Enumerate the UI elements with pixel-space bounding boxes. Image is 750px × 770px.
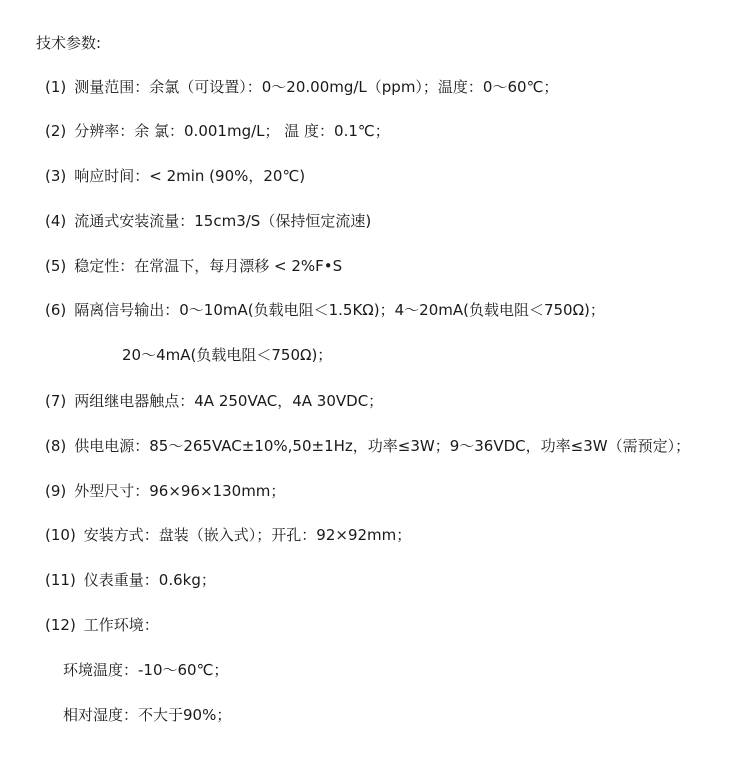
item-number: (5): [45, 257, 67, 275]
spec-item-relay-contacts: [45, 390, 383, 412]
item-text: 稳定性：在常温下，每月漂移 < 2%F•S: [74, 257, 343, 275]
item-text: 安装方式：盘装（嵌入式）；开孔：92×92mm；: [83, 526, 412, 544]
item-text: 工作环境：: [83, 616, 159, 634]
spec-item-power-supply: [45, 435, 690, 457]
spec-item-resolution: [45, 120, 390, 142]
spec-item-dimensions: [45, 480, 285, 502]
item-text: 流通式安装流量：15cm3/S（保持恒定流速): [74, 212, 372, 230]
item-number: (1): [45, 78, 67, 96]
item-text: 外型尺寸：96×96×130mm；: [74, 482, 286, 500]
spec-item-flow-rate: [45, 210, 371, 232]
env-temperature: 环境温度：-10～60℃；: [63, 661, 229, 679]
spec-item-signal-output-continuation: 20～4mA(负载电阻＜750Ω)；: [122, 346, 333, 364]
item-text: 仪表重量：0.6kg；: [83, 571, 216, 589]
item-number: (6): [45, 301, 67, 319]
item-text: 隔离信号输出：0～10mA(负载电阻＜1.5KΩ)；4～20mA(负载电阻＜750Ω)；: [74, 301, 605, 319]
spec-item-response-time: [45, 165, 305, 187]
item-text: 两组继电器触点：4A 250VAC，4A 30VDC；: [74, 392, 384, 410]
spec-item-stability: [45, 255, 342, 277]
item-number: (3): [45, 167, 67, 185]
item-text: 供电电源：85～265VAC±10%,50±1Hz，功率≤3W；9～36VDC，功率≤3W（需预定）；: [74, 437, 691, 455]
item-number: (4): [45, 212, 67, 230]
item-text: 分辨率：余 氯：0.001mg/L； 温 度：0.1℃；: [74, 122, 390, 140]
item-number: (11): [45, 571, 76, 589]
item-number: (7): [45, 392, 67, 410]
section-heading: 技术参数:: [36, 34, 102, 52]
spec-item-signal-output: [45, 299, 605, 321]
item-number: (9): [45, 482, 67, 500]
spec-item-installation: [45, 524, 411, 546]
spec-item-weight: [45, 569, 216, 591]
item-text: 响应时间：< 2min (90%，20℃): [74, 167, 306, 185]
spec-item-working-environment: [45, 614, 159, 636]
item-number: (12): [45, 616, 76, 634]
env-humidity: 相对湿度：不大于90%；: [63, 706, 232, 724]
item-number: (8): [45, 437, 67, 455]
spec-item-measuring-range: [45, 76, 558, 98]
item-number: (10): [45, 526, 76, 544]
item-text: 测量范围：余氯（可设置）：0～20.00mg/L（ppm）；温度：0～60℃；: [74, 78, 559, 96]
item-number: (2): [45, 122, 67, 140]
